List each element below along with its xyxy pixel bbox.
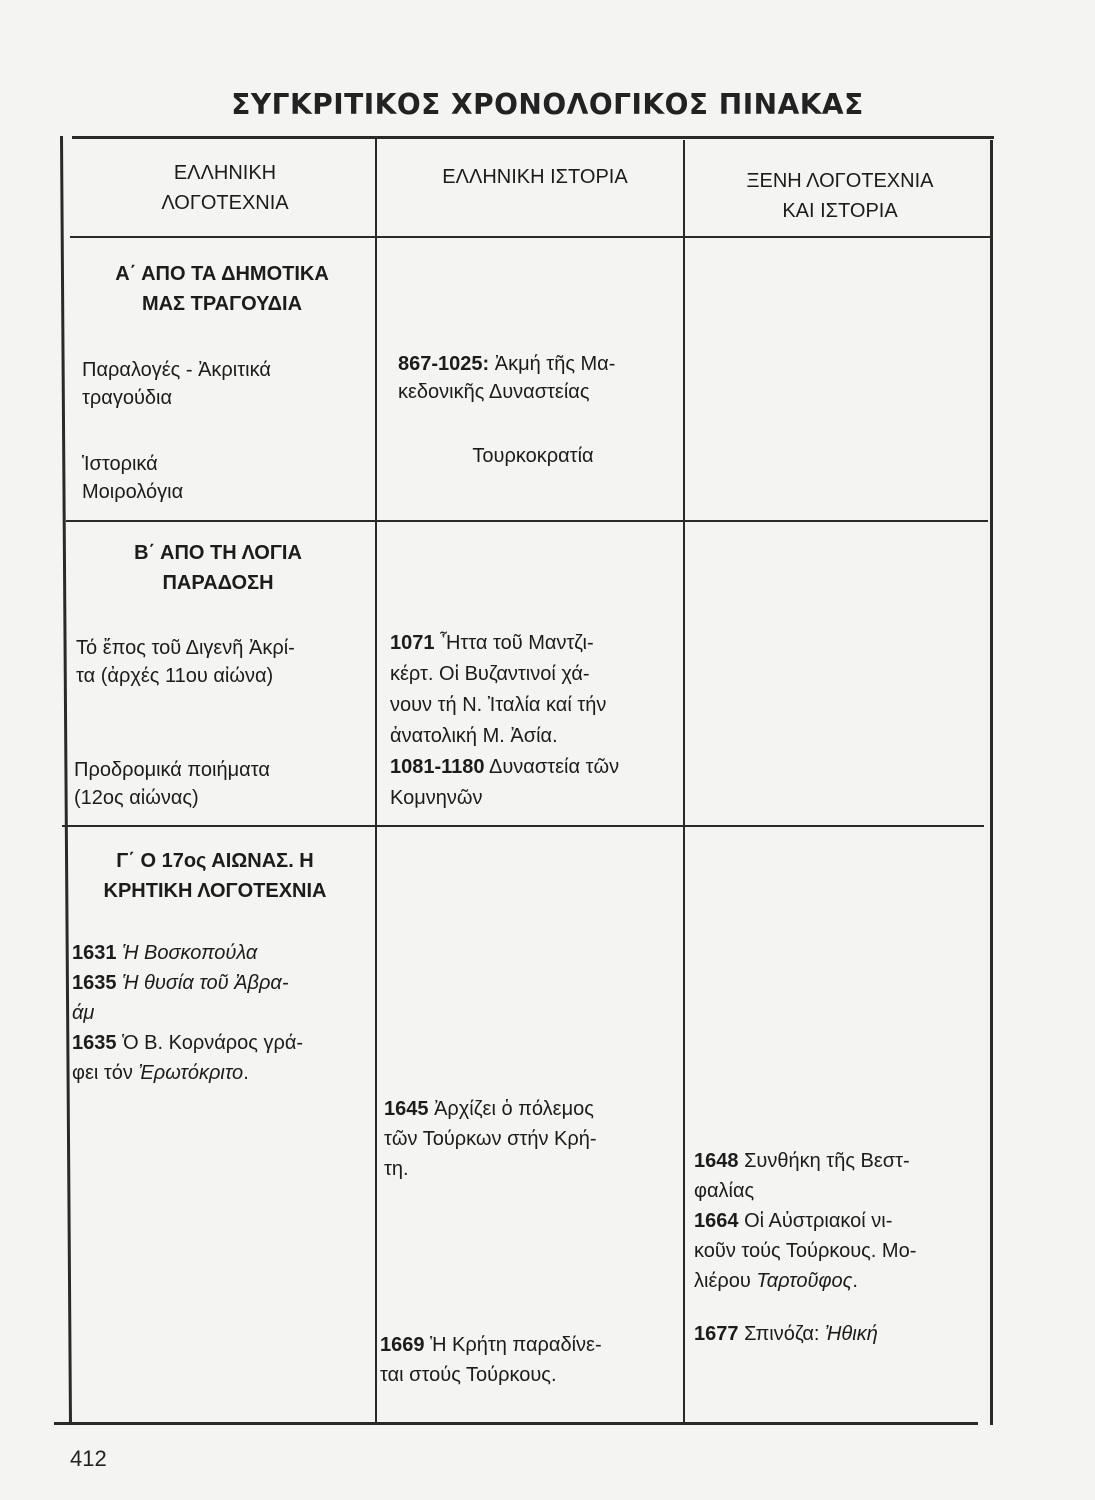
list-item: 1635 Ὁ Β. Κορνάρος γρά- [72, 1032, 304, 1054]
list-item: 1664 Οἱ Αὐστριακοί νι- [694, 1210, 893, 1232]
section-a-hist-macedonian: 867-1025: Ἀκμή τῆς Μα- κεδονικῆς Δυναστείας [398, 353, 616, 403]
header-greek-literature: ΕΛΛΗΝΙΚΗ ΛΟΓΟΤΕΧΝΙΑ [161, 162, 289, 214]
header-greek-history: ΕΛΛΗΝΙΚΗ ΙΣΤΟΡΙΑ [442, 166, 628, 188]
table-bottom-border [54, 1422, 978, 1425]
section-a-lit-paraloges: Παραλογές - Ἀκριτικά τραγούδια [82, 359, 271, 409]
section-a-heading: Α΄ ΑΠΟ ΤΑ ΔΗΜΟΤΙΚΑ ΜΑΣ ΤΡΑΓΟΥΔΙΑ [115, 263, 329, 315]
section-c-foreign-1677 [694, 1320, 984, 1348]
list-item: 1677 Σπινόζα: Ἠθική [694, 1323, 878, 1345]
list-item: 1648 Συνθήκη τῆς Βεστ- [694, 1150, 910, 1172]
list-item: 1631 Ἡ Βοσκοπούλα [72, 942, 258, 964]
section-a-lit-istorika: Ἱστορικά Μοιρολόγια [82, 453, 184, 503]
section-c-lit-entries: 1631 Ἡ Βοσκοπούλα 1635 Ἡ θυσία τοῦ Ἀβρα- άμ 1635 Ὁ Β. Κορνάρος γρά- φει τόν Ἐρωτόκριτο. [72, 938, 367, 1088]
table-left-border [60, 136, 72, 1423]
column-divider-1 [375, 138, 377, 1423]
section-b-lit-prodromika: Προδρομικά ποιήματα (12ος αἰώνας) [74, 759, 270, 809]
header-foreign-literature-history: ΞΕΝΗ ΛΟΓΟΤΕΧΝΙΑ ΚΑΙ ΙΣΤΟΡΙΑ [746, 170, 934, 222]
section-c-hist-1645: 1645 Ἀρχίζει ὁ πόλεμος τῶν Τούρκων στήν Κρή- τη. [384, 1098, 597, 1180]
page-number: 412 [70, 1446, 107, 1471]
section-a-bottom-border [66, 520, 988, 522]
section-a-hist-tourkokratia: Τουρκοκρατία [472, 445, 594, 467]
section-c-foreign-entries: 1648 Συνθήκη τῆς Βεστ- φαλίας 1664 Οἱ Αὐστριακοί νι- κοῦν τούς Τούρκους. Μο- λιέρου Ταρτοῦφος. [694, 1146, 984, 1296]
column-divider-2 [683, 140, 685, 1423]
section-b-hist-manzikert: 1071 Ἧττα τοῦ Μαντζι- κέρτ. Οἱ Βυζαντινοί χά- νουν τή Ν. Ἰταλία καί τήν ἀνατολική Μ. Ἀσία. 1081-1180 Δυναστεία τῶν Κομνηνῶν [390, 632, 620, 809]
section-b-bottom-border [62, 825, 984, 827]
section-c-hist-1669: 1669 Ἡ Κρήτη παραδίνε- ται στούς Τούρκους. [380, 1334, 602, 1386]
header-row-border [70, 236, 993, 238]
section-b-lit-digenis: Τό ἔπος τοῦ Διγενῆ Ἀκρί- τα (ἀρχές 11ου αἰώνα) [76, 637, 295, 687]
section-c-heading: Γ΄ Ο 17ος ΑΙΩΝΑΣ. Η ΚΡΗΤΙΚΗ ΛΟΓΟΤΕΧΝΙΑ [103, 850, 327, 902]
page-title: ΣΥΓΚΡΙΤΙΚΟΣ ΧΡΟΝΟΛΟΓΙΚΟΣ ΠΙΝΑΚΑΣ [231, 88, 864, 121]
table-right-border [990, 140, 993, 1425]
table-top-border [72, 136, 994, 139]
list-item: 1635 Ἡ θυσία τοῦ Ἀβρα- [72, 972, 289, 994]
section-b-heading: Β΄ ΑΠΟ ΤΗ ΛΟΓΙΑ ΠΑΡΑΔΟΣΗ [134, 542, 302, 594]
